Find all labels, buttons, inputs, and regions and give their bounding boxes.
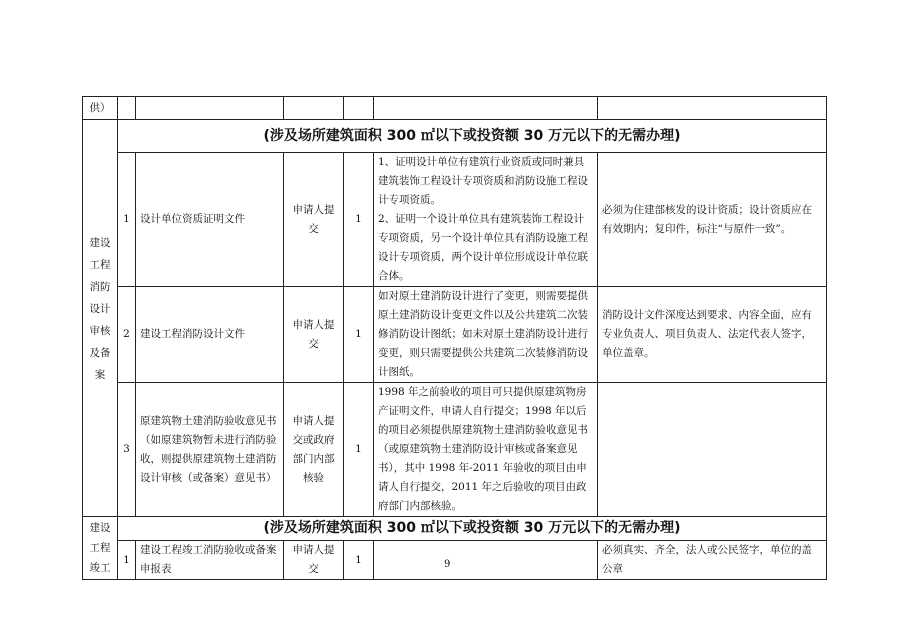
row-number: 2 — [118, 287, 136, 383]
category-line: 建设 — [89, 522, 111, 534]
category-line: 审核 — [89, 325, 111, 337]
material-source: 申请人提交或政府部门内部核验 — [284, 383, 344, 517]
row-number: 1 — [118, 541, 136, 580]
category-cell — [83, 120, 118, 517]
material-name: 设计单位资质证明文件 — [136, 153, 284, 287]
category-line: 及备 — [89, 347, 111, 359]
copies: 1 — [344, 541, 374, 580]
category-line: 建设 — [89, 237, 111, 249]
requirement: 1、证明设计单位有建筑行业资质或同时兼具建筑装饰工程设计专项资质和消防设施工程设计专项资质。 2、证明一个设计单位具有建筑装饰工程设计专项资质，另一个设计单位具有消防设施工程设计专项资质，两个设计单位形成设计单位联合体。 — [374, 153, 598, 287]
copies: 1 — [344, 383, 374, 517]
requirement — [374, 541, 598, 580]
category-line: 案 — [94, 369, 106, 381]
section-banner: (涉及场所建筑面积 300 ㎡以下或投资额 30 万元以下的无需办理) — [118, 120, 827, 153]
copies: 1 — [344, 153, 374, 287]
material-name: 建设工程竣工消防验收或备案申报表 — [136, 541, 284, 580]
material-source: 申请人提交 — [284, 541, 344, 580]
row-number: 3 — [118, 383, 136, 517]
category-line: 消防 — [89, 281, 111, 293]
note: 必须为住建部核发的设计资质；设计资质应在有效期内；复印件，标注“与原件一致”。 — [598, 153, 827, 287]
category-cell: 供） — [83, 97, 118, 120]
category-line: 工程 — [89, 542, 111, 554]
page-number: 9 — [444, 559, 451, 570]
material-name: 建设工程消防设计文件 — [136, 287, 284, 383]
materials-table — [82, 96, 827, 580]
note — [598, 383, 827, 517]
note: 消防设计文件深度达到要求、内容全面，应有专业负责人、项目负责人、法定代表人签字，单位盖章。 — [598, 287, 827, 383]
requirement: 1998 年之前验收的项目可只提供原建筑物房产证明文件，申请人自行提交；1998 年以后的项目必须提供原建筑物土建消防验收意见书（或原建筑物土建消防设计审核或备案意见书），其中 1998 年-2011 年验收的项目由申请人自行提交，2011 年之后验收的项目由政府部门内部核验。 — [374, 383, 598, 517]
table-row — [83, 153, 827, 287]
note: 必须真实、齐全，法人或公民签字，单位的盖公章 — [598, 541, 827, 580]
category-line: 工程 — [89, 259, 111, 271]
table-row — [83, 541, 827, 580]
section-banner-row — [83, 517, 827, 541]
category-cell — [83, 517, 118, 580]
material-name: 原建筑物土建消防验收意见书（如原建筑物暂未进行消防验收，则提供原建筑物土建消防设计审核（或备案）意见书） — [136, 383, 284, 517]
category-line: 竣工 — [89, 562, 111, 574]
table-row — [83, 287, 827, 383]
requirement: 如对原土建消防设计进行了变更，则需要提供原土建消防设计变更文件以及公共建筑二次装修消防设计图纸；如未对原土建消防设计进行变更，则只需要提供公共建筑二次装修消防设计图纸。 — [374, 287, 598, 383]
material-source: 申请人提交 — [284, 153, 344, 287]
category-line: 设计 — [89, 303, 111, 315]
section-banner: (涉及场所建筑面积 300 ㎡以下或投资额 30 万元以下的无需办理) — [118, 517, 827, 541]
section-banner-row — [83, 120, 827, 153]
table-row — [83, 383, 827, 517]
table-row — [83, 97, 827, 120]
row-number: 1 — [118, 153, 136, 287]
copies: 1 — [344, 287, 374, 383]
material-source: 申请人提交 — [284, 287, 344, 383]
